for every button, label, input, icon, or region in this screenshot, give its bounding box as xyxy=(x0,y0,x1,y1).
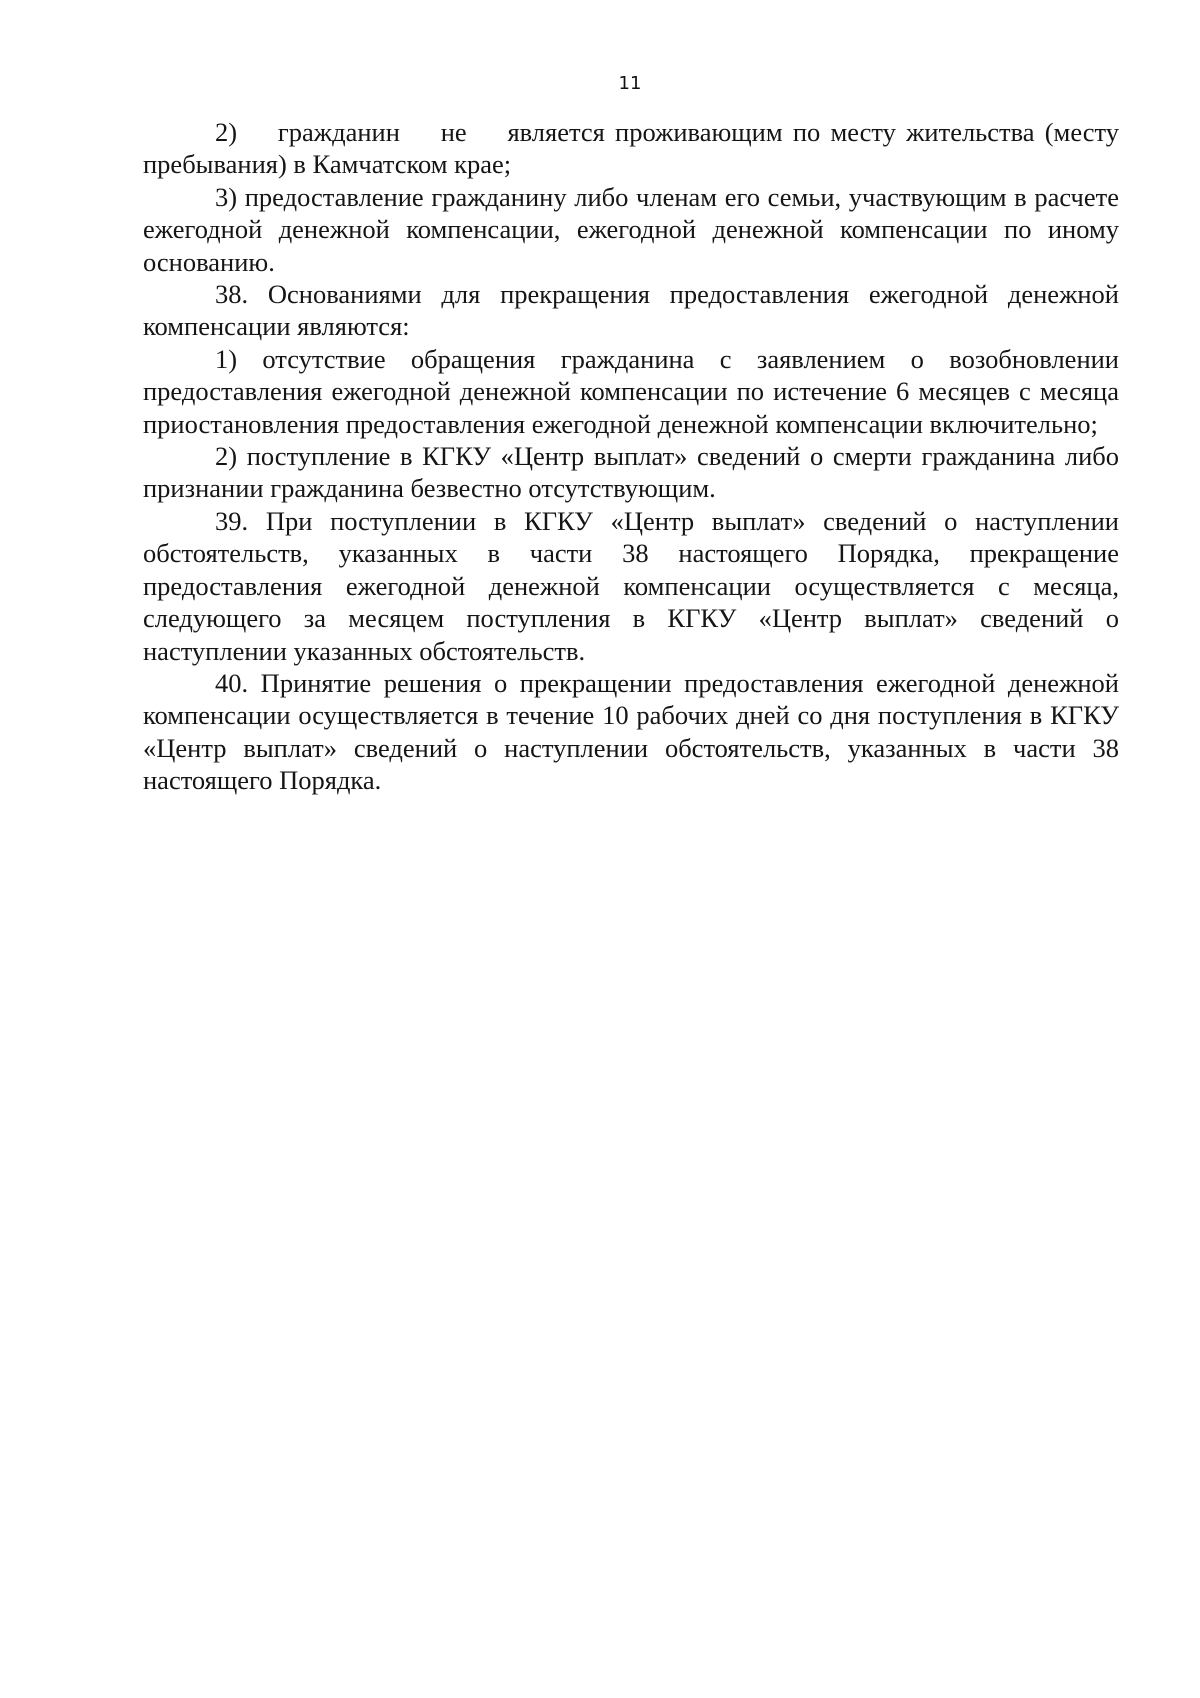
paragraph-section-40: 40. Принятие решения о прекращении предоставления ежегодной денежной компенсации осуществляется в течение 10 рабочих дней со дня поступления в КГКУ «Центр выплат» сведений о наступлении обстоятельств, указанных в части 38 настоящего Порядка. xyxy=(143,667,1119,796)
page-number: 11 xyxy=(618,73,642,94)
paragraph-section-38-item-1: 1) отсутствие обращения гражданина с заявлением о возобновлении предоставления ежегодной денежной компенсации по истечение 6 месяцев с месяца приостановления предоставления ежегодной денежной компенсации включительно; xyxy=(143,343,1119,439)
paragraph-item-2: 2) гражданин не является проживающим по месту жительства (месту пребывания) в Камчатском крае; xyxy=(143,117,1119,180)
paragraph-section-38-item-2: 2) поступление в КГКУ «Центр выплат» сведений о смерти гражданина либо признании гражданина безвестно отсутствующим. xyxy=(143,441,1119,504)
paragraph-section-38: 38. Основаниями для прекращения предоставления ежегодной денежной компенсации являются: xyxy=(143,279,1119,342)
paragraph-item-3: 3) предоставление гражданину либо членам его семьи, участвующим в расчете ежегодной денежной компенсации, ежегодной денежной компенсации по иному основанию. xyxy=(143,181,1119,277)
document-body xyxy=(143,116,1119,797)
paragraph-section-39: 39. При поступлении в КГКУ «Центр выплат» сведений о наступлении обстоятельств, указанных в части 38 настоящего Порядка, прекращение предоставления ежегодной денежной компенсации осуществляется с месяца, следующего за месяцем поступления в КГКУ «Центр выплат» сведений о наступлении указанных обстоятельств. xyxy=(143,505,1119,666)
